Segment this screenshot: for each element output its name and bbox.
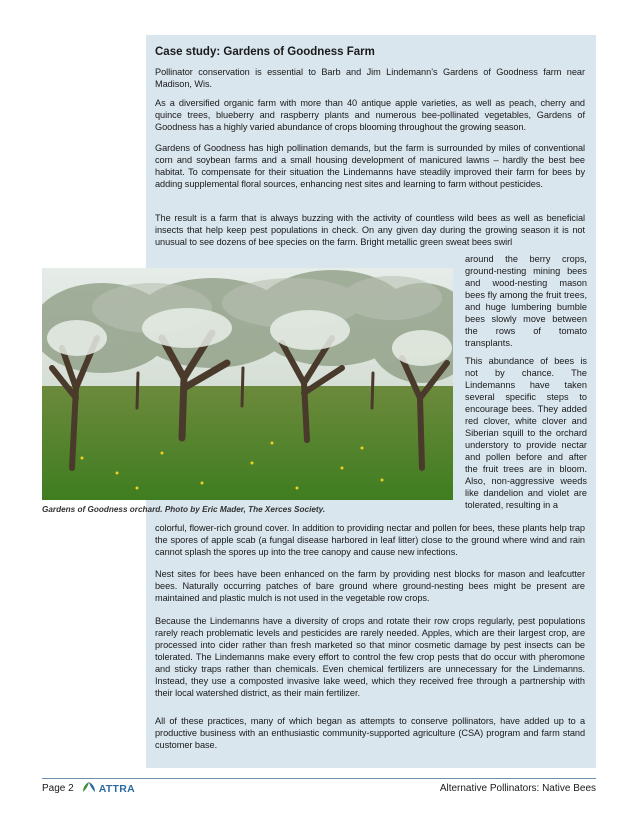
paragraph-3: Gardens of Goodness has high pollination demands, but the farm is surrounded by miles of conventional corn and soybean farms and a small housing development of manicured lawns – hardly the best bee habitat. To compensate for their situation the Lindemanns have steadily improved their farm for bees by adding supplemental floral sources, enhancing nest sites and learning to farm without pesticides. xyxy=(155,143,585,189)
right-column xyxy=(465,253,587,517)
paragraph-6: Nest sites for bees have been enhanced on the farm by providing nest blocks for mason and leafcutter bees. Naturally occurring patches of bare ground where ground-nesting bees might be present are maintained and plastic mulch is not used in the vegetable row crops. xyxy=(155,569,585,603)
page-number: Page 2 xyxy=(42,783,74,794)
footer-left xyxy=(42,781,135,796)
right-paragraph-2: This abundance of bees is not by chance. The Lindemanns have taken several specific steps to encourage bees. They added red clover, white clover and Siberian squill to the orchard understory to provide nectar and pollen before and after the fruit trees are in bloom. Also, non-aggressive weeds like dandelion and violet are tolerated, resulting in a xyxy=(465,356,587,510)
footer-rule xyxy=(42,778,596,779)
paragraph-7: Because the Lindemanns have a diversity of crops and rotate their row crops regularly, pest populations rarely reach problematic levels and pesticides are rarely needed. Apples, which are their largest crop, are processed into cider rather than fresh marketed so that minor cosmetic damage by pest insects can be tolerated. The Lindemanns make every effort to control the few crop pests that do occur with pheromone and sticky traps rather than chemicals. Even chemical fertilizers are unnecessary for the Lindemanns. Instead, they use a composted invasive lake weed, which they received free through a partnership with their local watershed district, as their main fertilizer. xyxy=(155,616,585,698)
paragraph-2: As a diversified organic farm with more than 40 antique apple varieties, as well as peach, cherry and quince trees, blueberry and raspberry plants and numerous bee-pollinated vegetables, Gardens of Goodness has a highly varied abundance of crops blooming throughout the growing season. xyxy=(155,98,585,132)
orchard-photo xyxy=(42,268,453,500)
logo-text: ATTRA xyxy=(98,782,135,795)
photo-caption: Gardens of Goodness orchard. Photo by Eric Mader, The Xerces Society. xyxy=(42,505,326,514)
publication-title: Alternative Pollinators: Native Bees xyxy=(439,783,596,794)
paragraph-4: The result is a farm that is always buzzing with the activity of countless wild bees as well as beneficial insects that help keep pest populations in check. On any given day during the growing season it is not unusual to see dozens of bee species on the farm. Bright metallic green sweat bees swirl xyxy=(155,213,585,247)
attra-logo xyxy=(82,781,135,796)
paragraph-8: All of these practices, many of which began as attempts to conserve pollinators, have added up to a productive business with an enthusiastic community-supported agriculture (CSA) program and farm stand customer base. xyxy=(155,716,585,750)
right-paragraph-1: around the berry crops, ground-nesting mining bees and wood-nesting mason bees fly among the fruit trees, and huge lumbering bumble bees slowly move between the rows of tomato transplants. xyxy=(465,254,587,348)
paragraph-1: Pollinator conservation is essential to Barb and Jim Lindemann’s Gardens of Goodness farm near Madison, Wis. xyxy=(155,67,585,89)
case-study-title: Case study: Gardens of Goodness Farm xyxy=(155,46,375,58)
leaf-icon xyxy=(82,781,96,796)
paragraph-5: colorful, flower-rich ground cover. In addition to providing nectar and pollen for bees, these plants help trap the spores of apple scab (a fungal disease harbored in leaf litter) close to the ground where wind and rain cannot splash the spores up into the tree canopy and cause new infections. xyxy=(155,523,585,557)
